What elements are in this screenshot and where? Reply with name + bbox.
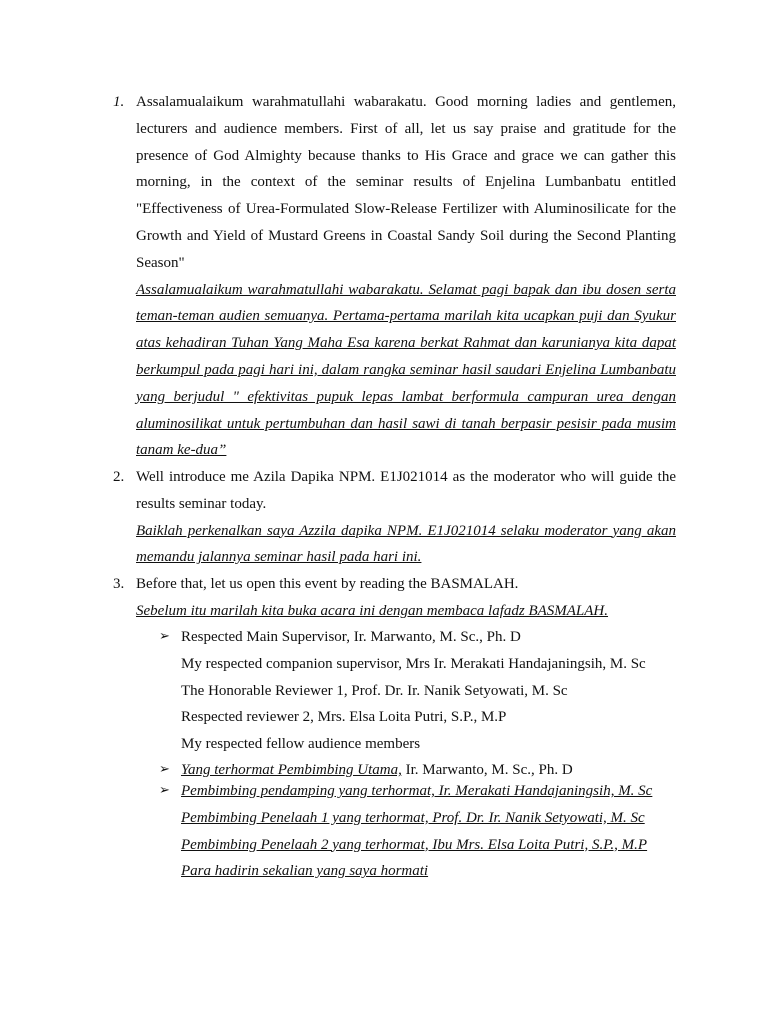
list-item-2 (113, 464, 676, 571)
greeting-line: The Honorable Reviewer 1, Prof. Dr. Ir. Nanik Setyowati, M. Sc (181, 682, 568, 699)
greeting-underlined: Yang terhormat Pembimbing Utama, (181, 762, 402, 778)
greetings-english (159, 624, 681, 758)
greeting-line: Pembimbing Penelaah 2 yang terhormat, Ibu Mrs. Elsa Loita Putri, S.P., M.P (181, 836, 648, 853)
greeting-line: My respected companion supervisor, Mrs Ir. Merakati Handajaningsih, M. Sc (181, 655, 646, 672)
list-item-3 (113, 571, 676, 625)
greeting-line: Pembimbing pendamping yang terhormat, Ir. Merakati Handajaningsih, M. Sc (181, 783, 653, 799)
greeting-line: Respected reviewer 2, Mrs. Elsa Loita Putri, S.P., M.P (181, 709, 507, 726)
indonesian-paragraph: Baiklah perkenalkan saya Azzila dapika NPM. E1J021014 selaku moderator yang akan memandu jalannya seminar hasil pada hari ini. (136, 522, 676, 566)
greeting-line: Pembimbing Penelaah 1 yang terhormat, Prof. Dr. Ir. Nanik Setyowati, M. Sc (181, 809, 645, 826)
indonesian-paragraph: Sebelum itu marilah kita buka acara ini dengan membaca lafadz BASMALAH. (136, 602, 609, 619)
item-number: 3. (113, 576, 125, 592)
english-paragraph: Assalamualaikum warahmatullahi wabarakatu. Good morning ladies and gentlemen, lecturers and audience members. First of all, let us say praise and gratitude for the presence of God Almighty because thanks to His Grace and grace we can gather this morning, in the context of the seminar results of Enjelina Lumbanbatu entitled "Effectiveness of Urea-Formulated Slow-Release Fertilizer with Aluminosilicate for the Growth and Yield of Mustard Greens in Coastal Sandy Soil during the Second Planting Season" (136, 94, 676, 271)
arrow-bullet-icon: ➢ (159, 762, 170, 777)
english-paragraph: Well introduce me Azila Dapika NPM. E1J021014 as the moderator who will guide the results seminar today. (136, 469, 676, 512)
arrow-bullet-icon: ➢ (159, 629, 170, 644)
greeting-line: Para hadirin sekalian yang saya hormati (181, 863, 429, 880)
greeting-line: My respected fellow audience members (181, 736, 421, 753)
item-number: 2. (113, 469, 125, 485)
list-item-1 (113, 89, 676, 464)
indonesian-paragraph: Assalamualaikum warahmatullahi wabarakatu. Selamat pagi bapak dan ibu dosen serta teman-teman audien semuanya. Pertama-pertama marilah kita ucapkan puji dan Syukur atas kehadiran Tuhan Yang Maha Esa karena berkat Rahmat dan karunianya kita dapat berkumpul pada pagi hari ini, dalam rangka seminar hasil saudari Enjelina Lumbanbatu yang berjudul " efektivitas pupuk lepas lambat berformula campuran urea dengan aluminosilikat untuk pertumbuhan dan hasil sawi di tanah berpasir pesisir pada musim tanam ke-dua” (136, 281, 676, 459)
arrow-bullet-icon: ➢ (159, 783, 170, 798)
greeting-rest: Ir. Marwanto, M. Sc., Ph. D (401, 762, 573, 778)
item-number: 1. (113, 94, 125, 110)
english-paragraph: Before that, let us open this event by reading the BASMALAH. (136, 576, 519, 592)
greetings-indonesian (159, 778, 681, 885)
greeting-line: Respected Main Supervisor, Ir. Marwanto, M. Sc., Ph. D (181, 629, 521, 645)
